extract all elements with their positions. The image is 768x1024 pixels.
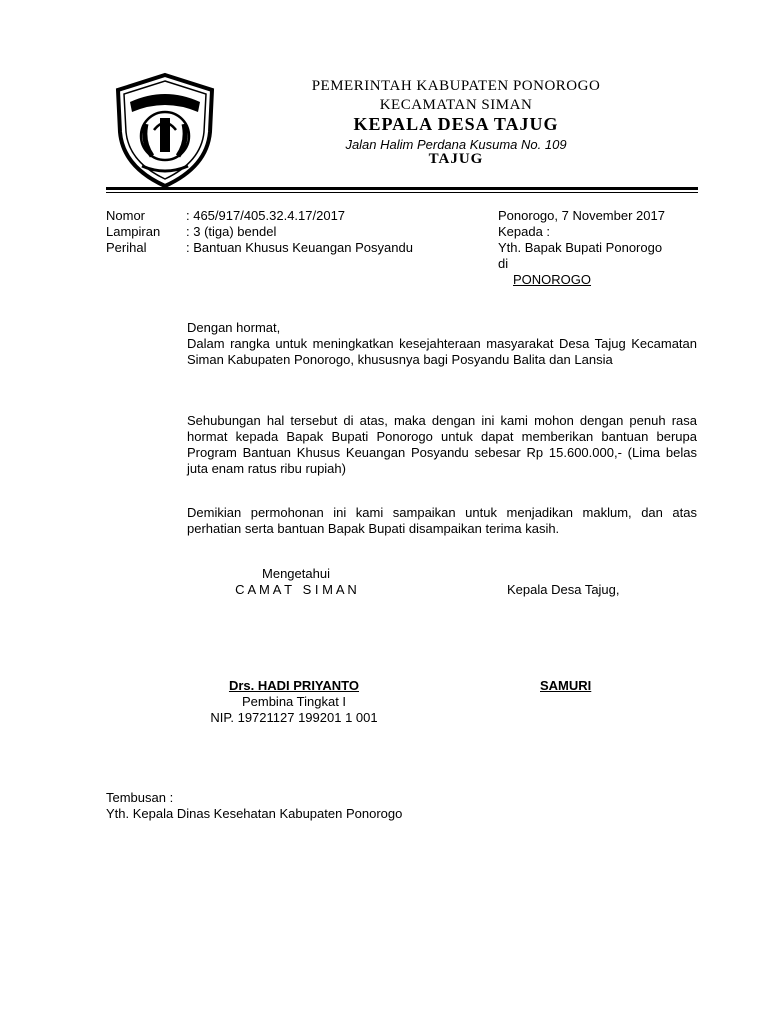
- recipient-name: Yth. Bapak Bupati Ponorogo: [498, 240, 663, 255]
- left-sign-heading-1: Mengetahui: [262, 566, 330, 581]
- right-signer-name: SAMURI: [540, 678, 592, 693]
- left-signer-rank: Pembina Tingkat I: [241, 694, 347, 709]
- recipient-kepada: Kepada :: [498, 224, 551, 239]
- left-signer-nip: NIP. 19721127 199201 1 001: [210, 710, 378, 725]
- letterhead-address: Jalan Halim Perdana Kusuma No. 109: [345, 137, 567, 152]
- letterhead-village: TAJUG: [428, 151, 484, 167]
- regency-emblem-logo: [112, 72, 218, 190]
- letter-date: Ponorogo, 7 November 2017: [498, 208, 665, 223]
- cc-item-1: Yth. Kepala Dinas Kesehatan Kabupaten Ponorogo: [106, 806, 403, 821]
- letterhead-rule-thick: [106, 187, 698, 190]
- cc-label: Tembusan :: [106, 790, 174, 805]
- right-sign-heading: Kepala Desa Tajug,: [507, 582, 620, 597]
- letter-body-intro: [187, 320, 697, 368]
- nomor-value: : 465/917/405.32.4.17/2017: [186, 208, 346, 223]
- body-paragraph-3: Demikian permohonan ini kami sampaikan untuk menjadikan maklum, dan atas perhatian serta bantuan Bapak Bupati disampaikan terima kasih.: [187, 505, 697, 536]
- letterhead-rule-thin: [106, 192, 698, 193]
- nomor-label: Nomor: [106, 208, 146, 223]
- recipient-di: di: [498, 256, 509, 271]
- body-paragraph-1: Dalam rangka untuk meningkatkan kesejahteraan masyarakat Desa Tajug Kecamatan Siman Kabupaten Ponorogo, khususnya bagi Posyandu Balita dan Lansia: [187, 336, 697, 367]
- letterhead-title: KEPALA DESA TAJUG: [353, 114, 559, 134]
- letterhead-line-1: PEMERINTAH KABUPATEN PONOROGO: [311, 78, 601, 94]
- left-sign-heading-2: C A M A T S I M A N: [235, 582, 357, 597]
- lampiran-label: Lampiran: [106, 224, 161, 239]
- emblem-banner-text: PONOROGO: [141, 89, 188, 96]
- body-paragraph-2: Sehubungan hal tersebut di atas, maka dengan ini kami mohon dengan penuh rasa hormat kepada Bapak Bupati Ponorogo untuk dapat memberikan bantuan berupa Program Bantuan Khusus Keuangan Posyandu sebesar Rp 15.600.000,- (Lima belas juta enam ratus ribu rupiah): [187, 413, 697, 476]
- greeting: Dengan hormat,: [187, 320, 281, 335]
- recipient-place: PONOROGO: [513, 272, 592, 287]
- left-signer-name: Drs. HADI PRIYANTO: [228, 678, 360, 693]
- letterhead-line-2: KECAMATAN SIMAN: [379, 97, 533, 113]
- perihal-label: Perihal: [106, 240, 147, 255]
- perihal-value: : Bantuan Khusus Keuangan Posyandu: [186, 240, 413, 255]
- lampiran-value: : 3 (tiga) bendel: [186, 224, 277, 239]
